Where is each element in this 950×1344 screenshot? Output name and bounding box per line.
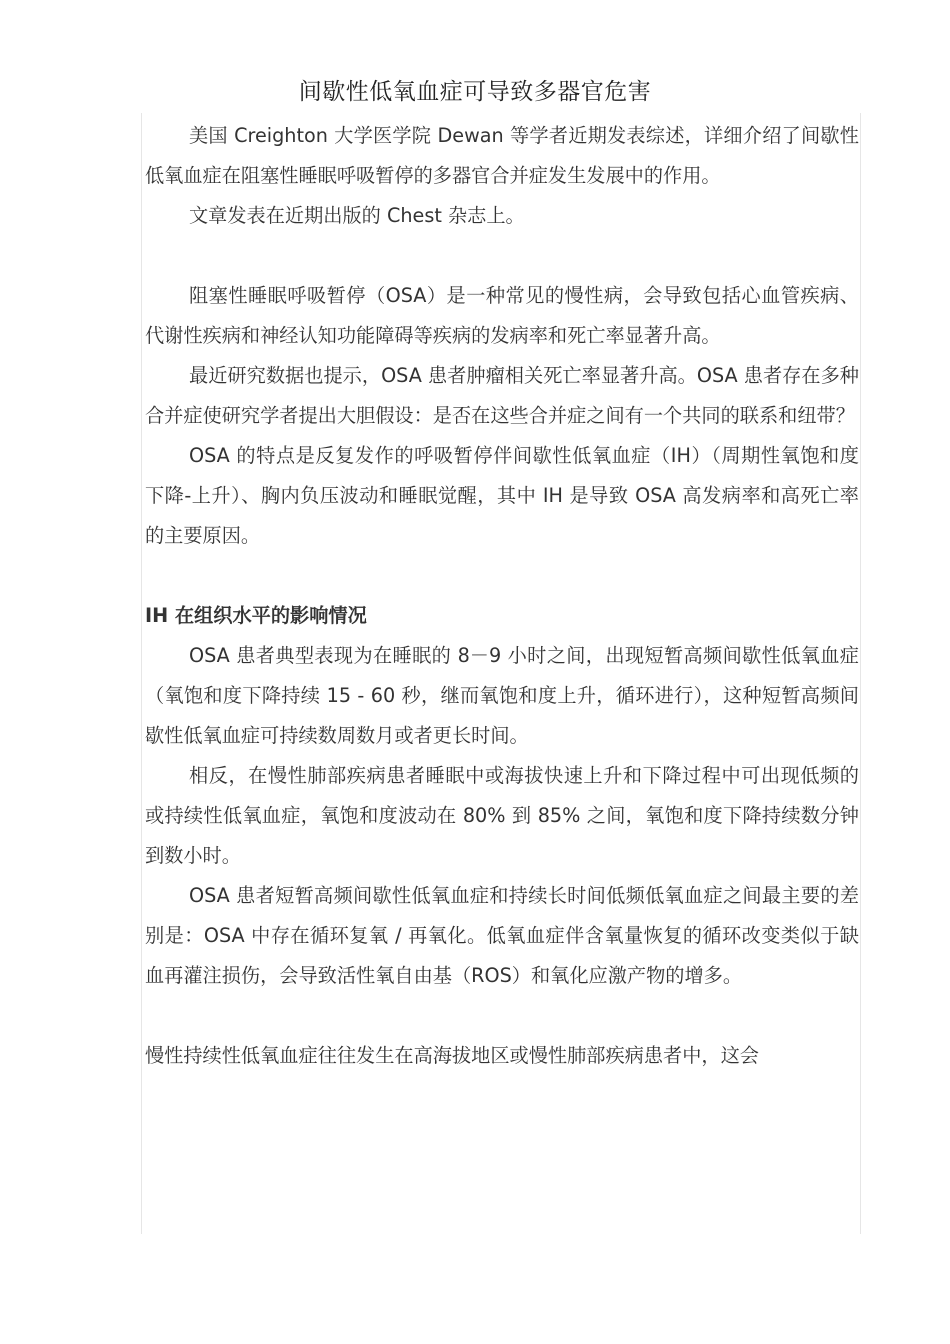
blank-line [145,996,859,1036]
paragraph-osa-typical: OSA 患者典型表现为在睡眠的 8－9 小时之间，出现短暂高频间歇性低氧血症（氧饱和度下降持续 15 - 60 秒，继而氧饱和度上升，循环进行），这种短暂高频间歇性低氧血症可持续数周数月或者更长时间。 [145,644,859,747]
blank-line [145,236,859,276]
document-body [145,116,859,1234]
paragraph-osa-tumor: 最近研究数据也提示，OSA 患者肿瘤相关死亡率显著升高。OSA 患者存在多种合并症使研究学者提出大胆假设：是否在这些合并症之间有一个共同的联系和纽带？ [145,364,859,427]
paragraph-intro: 美国 Creighton 大学医学院 Dewan 等学者近期发表综述，详细介绍了间歇性低氧血症在阻塞性睡眠呼吸暂停的多器官合并症发生发展中的作用。 [145,124,859,187]
section-heading: IH 在组织水平的影响情况 [145,604,367,627]
document-title: 间歇性低氧血症可导致多器官危害 [298,79,652,105]
paragraph-osa-features: OSA 的特点是反复发作的呼吸暂停伴间歇性低氧血症（IH）（周期性氧饱和度下降-上升）、胸内负压波动和睡眠觉醒，其中 IH 是导致 OSA 高发病率和高死亡率的主要原因。 [145,444,859,547]
paragraph-chronic-lung: 相反，在慢性肺部疾病患者睡眠中或海拔快速上升和下降过程中可出现低频的或持续性低氧血症，氧饱和度波动在 80% 到 85% 之间，氧饱和度下降持续数分钟到数小时。 [145,764,859,867]
paragraph-chronic-persistent: 慢性持续性低氧血症往往发生在高海拔地区或慢性肺部疾病患者中，这会 [145,1044,759,1067]
paragraph-difference: OSA 患者短暂高频间歇性低氧血症和持续长时间低频低氧血症之间最主要的差别是：OSA 中存在循环复氧 / 再氧化。低氧血症伴含氧量恢复的循环改变类似于缺血再灌注损伤，会导致活性氧自由基（ROS）和氧化应激产物的增多。 [145,884,859,987]
blank-line [145,556,859,596]
paragraph-publication: 文章发表在近期出版的 Chest 杂志上。 [189,204,525,227]
paragraph-osa-definition: 阻塞性睡眠呼吸暂停（OSA）是一种常见的慢性病，会导致包括心血管疾病、代谢性疾病和神经认知功能障碍等疾病的发病率和死亡率显著升高。 [145,284,859,347]
